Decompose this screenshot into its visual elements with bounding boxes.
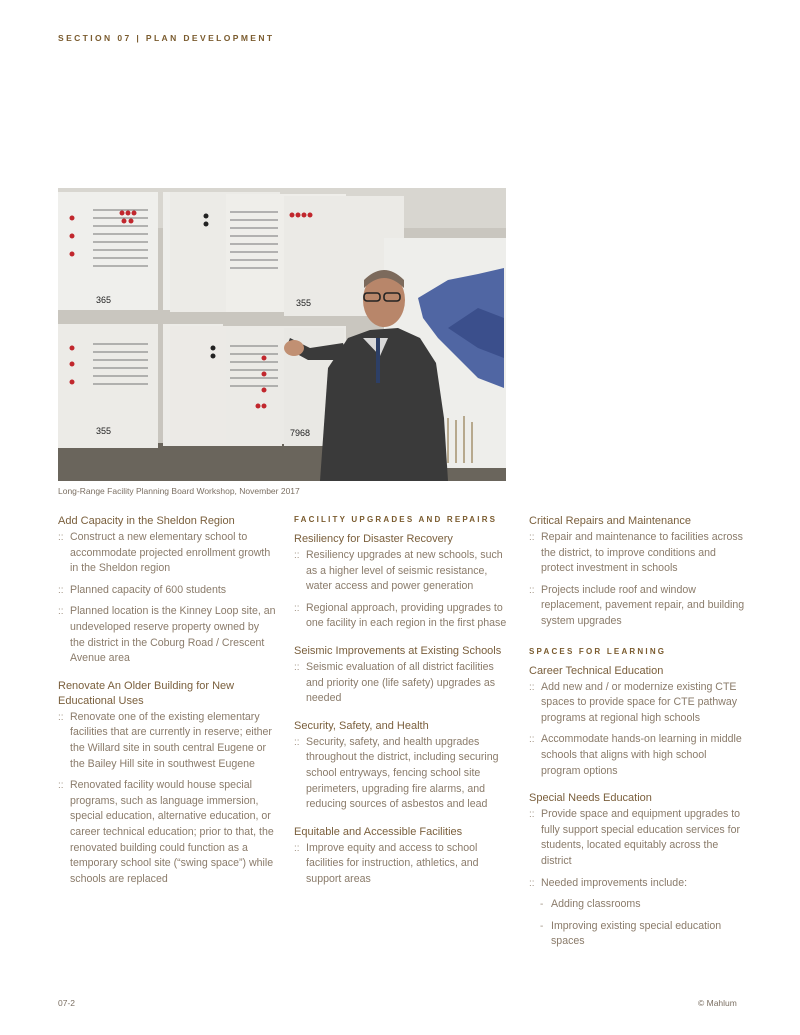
list-item: :: Provide space and equipment upgrades to fully support special education services for students, located equitably across the district [529, 807, 747, 869]
list-item: :: Seismic evaluation of all district facilities and priority one (life safety) upgrades as needed [294, 660, 512, 707]
section-title: Add Capacity in the Sheldon Region [58, 515, 235, 527]
section-special-needs [529, 791, 747, 950]
list-item: :: Security, safety, and health upgrades throughout the district, including securing school entryways, fencing school site perimeters, upgrading fire alarms, and reducing sources of asbestos and lead [294, 735, 512, 813]
section-title: Career Technical Education [529, 664, 664, 677]
section-equitable [294, 825, 512, 888]
section-header: SECTION 07 | PLAN DEVELOPMENT [58, 33, 275, 43]
list-item: :: Needed improvements include: [529, 876, 747, 892]
list-item: :: Add new and / or modernize existing CTE spaces to provide space for CTE pathway programs at regional high schools [529, 680, 747, 727]
page-number: 07-2 [58, 998, 76, 1008]
sub-list-item: - Improving existing special education spaces [529, 919, 747, 950]
list-item: :: Renovate one of the existing elementary facilities that are currently in reserve; either the Willard site in south central Eugene or the Bailey Hill site in southwest Eugene [58, 710, 276, 772]
list-item: :: Construct a new elementary school to accommodate projected enrollment growth in the Sheldon region [58, 530, 276, 577]
list-item: :: Accommodate hands-on learning in middle schools that aligns with high school program options [529, 732, 747, 779]
section-security [294, 719, 512, 813]
photo-caption: Long-Range Facility Planning Board Workshop, November 2017 [58, 486, 300, 496]
list-item: :: Resiliency upgrades at new schools, such as a higher level of seismic resistance, water access and power generation [294, 548, 512, 595]
column-3 [529, 514, 747, 962]
poster-label-3: 355 [96, 426, 112, 436]
section-title: Special Needs Education [529, 792, 652, 805]
list-item: :: Planned location is the Kinney Loop site, an undeveloped reserve property owned by the district in the Coburg Road / Crescent Avenue area [58, 604, 276, 666]
section-add-capacity [58, 514, 276, 667]
column-1 [58, 514, 276, 899]
category-heading: SPACES FOR LEARNING [529, 646, 667, 656]
section-title: Renovate An Older Building for New Educational Uses [58, 679, 235, 707]
section-cte [529, 664, 747, 780]
column-2 [294, 514, 512, 900]
poster-label-2: 355 [296, 298, 312, 308]
bullet-list [294, 841, 512, 888]
copyright: © Mahlum [698, 998, 737, 1008]
sub-list-item: - Adding classrooms [529, 897, 747, 913]
bullet-list [294, 660, 512, 707]
section-renovate-building [58, 679, 276, 888]
poster-label-1: 365 [96, 295, 112, 305]
section-critical-repairs [529, 514, 747, 630]
list-item: :: Regional approach, providing upgrades to one facility in each region in the first phase [294, 601, 512, 632]
bullet-list [294, 548, 512, 632]
workshop-photo [58, 188, 506, 481]
bullet-list [294, 735, 512, 813]
poster-label-4: 7968 [290, 428, 311, 438]
bullet-list [58, 530, 276, 667]
category-heading: FACILITY UPGRADES AND REPAIRS [294, 515, 498, 524]
section-title: Equitable and Accessible Facilities [294, 825, 463, 838]
bullet-list [529, 680, 747, 780]
section-title: Seismic Improvements at Existing Schools [294, 644, 502, 657]
section-seismic [294, 644, 512, 707]
list-item: :: Improve equity and access to school facilities for instruction, athletics, and support areas [294, 841, 512, 888]
section-title: Critical Repairs and Maintenance [529, 515, 692, 527]
list-item: :: Planned capacity of 600 students [58, 583, 276, 599]
list-item: :: Renovated facility would house special programs, such as language immersion, special education, alternative education, or career technical education; prior to that, the renovated building could function as a temporary school site (“swing space”) while schools are replaced [58, 778, 276, 887]
bullet-list [529, 807, 747, 950]
list-item: :: Repair and maintenance to facilities across the district, to improve conditions and protect investment in schools [529, 530, 747, 577]
list-item: :: Projects include roof and window replacement, pavement repair, and building system upgrades [529, 583, 747, 630]
section-title: Resiliency for Disaster Recovery [294, 533, 453, 545]
section-title: Security, Safety, and Health [294, 719, 429, 732]
bullet-list [58, 710, 276, 888]
section-resiliency [294, 532, 512, 632]
bullet-list [529, 530, 747, 630]
